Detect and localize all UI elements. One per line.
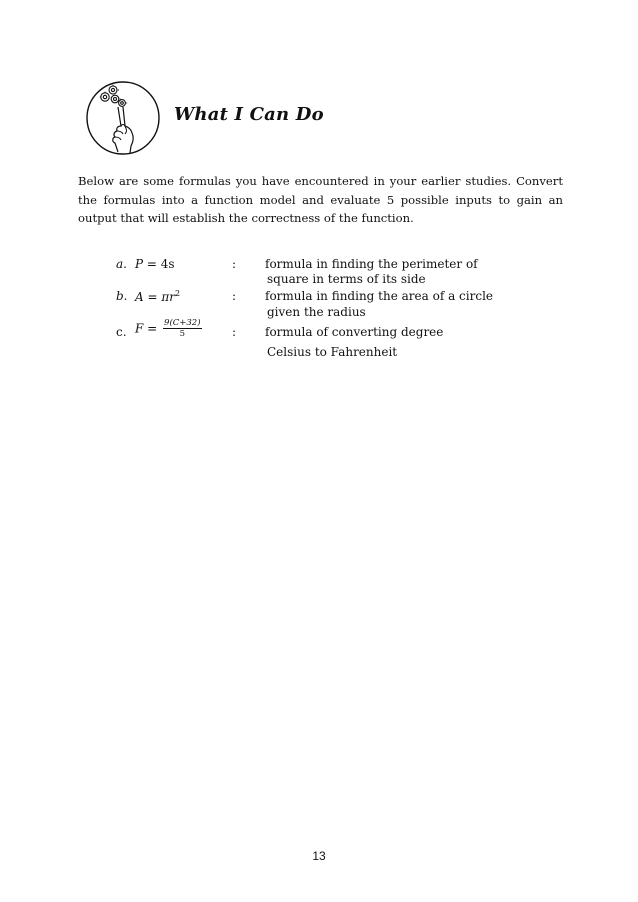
formula-exponent: 2	[175, 289, 181, 298]
formula-equals: =	[147, 321, 158, 336]
formula-description: formula in finding the perimeter of	[265, 257, 478, 271]
formula-rhs: 4s	[160, 257, 175, 271]
formula-expression	[135, 257, 175, 271]
page-number: 13	[312, 849, 326, 863]
hand-with-gears-icon	[85, 80, 161, 156]
formula-colon: :	[232, 257, 237, 271]
formula-description-cont: Celsius to Fahrenheit	[267, 345, 398, 359]
formula-numerator: 9(C+32)	[164, 318, 201, 328]
formula-letter: c.	[116, 325, 127, 339]
formula-equals: =	[146, 257, 157, 271]
formula-letter: b.	[116, 289, 128, 303]
formula-description-cont: given the radius	[267, 305, 366, 319]
formula-letter: a.	[116, 257, 127, 271]
formula-equals: =	[147, 290, 158, 304]
formula-expression	[135, 318, 202, 339]
formula-lhs: F	[135, 321, 144, 336]
formula-rhs: πr	[161, 290, 176, 304]
formula-lhs: P	[135, 257, 144, 271]
formula-fraction	[163, 318, 201, 339]
formula-description: formula in finding the area of a circle	[265, 289, 494, 303]
intro-paragraph: Below are some formulas you have encountered in your earlier studies. Convert the formulas into a function model and evaluate 5 possible inputs to gain an output that will establish the correctness of the function.	[78, 174, 563, 225]
formula-expression	[135, 289, 180, 304]
formula-denominator: 5	[179, 329, 185, 339]
formula-description: formula of converting degree	[265, 325, 444, 339]
formula-colon: :	[232, 289, 237, 303]
formula-colon: :	[232, 325, 237, 339]
section-title: What I Can Do	[174, 104, 324, 125]
formula-lhs: A	[135, 290, 144, 304]
formula-description-cont: square in terms of its side	[267, 272, 426, 286]
